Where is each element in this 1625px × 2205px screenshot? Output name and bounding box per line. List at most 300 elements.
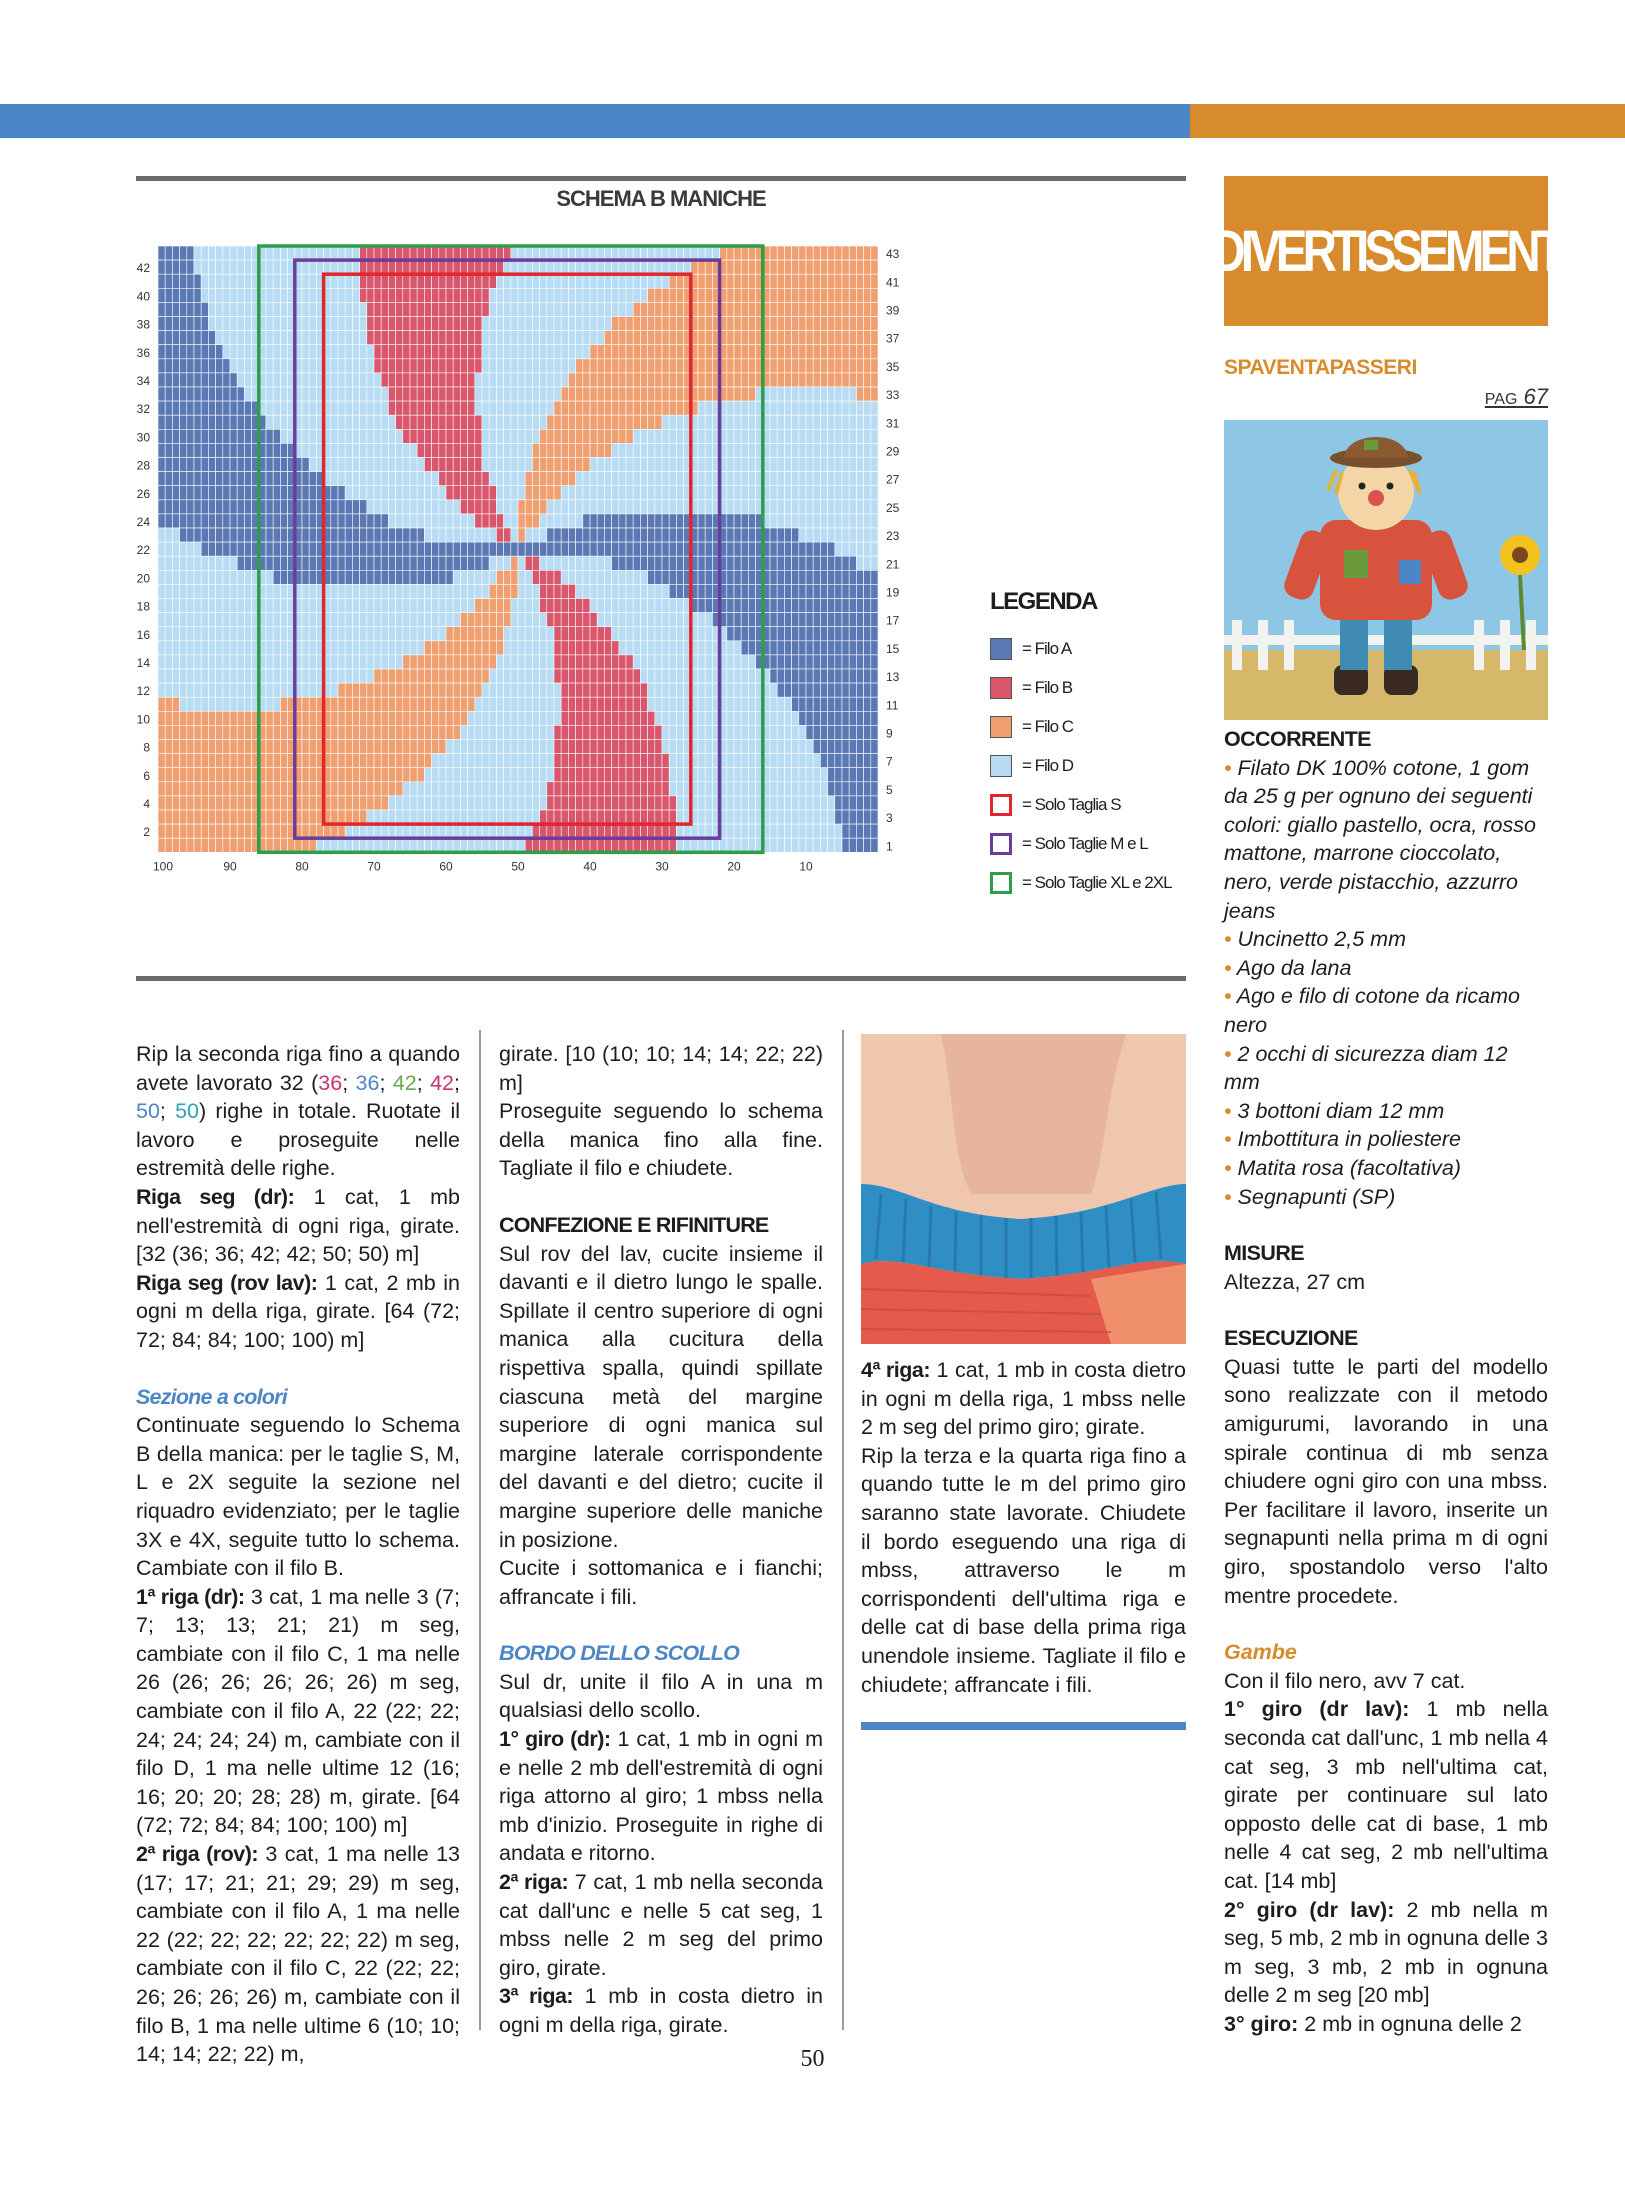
paragraph-riga-3	[499, 1982, 823, 2039]
chart-cell	[525, 486, 532, 500]
chart-cell	[360, 627, 367, 641]
chart-cell	[381, 655, 388, 669]
chart-cell	[360, 542, 367, 556]
chart-cell	[612, 810, 619, 824]
chart-cell	[561, 754, 568, 768]
chart-cell	[856, 838, 863, 852]
chart-cell	[547, 387, 554, 401]
chart-cell	[165, 669, 172, 683]
chart-cell	[669, 613, 676, 627]
chart-cell	[460, 500, 467, 514]
chart-cell	[496, 359, 503, 373]
chart-cell	[230, 486, 237, 500]
chart-cell	[511, 641, 518, 655]
chart-cell	[568, 838, 575, 852]
chart-cell	[561, 570, 568, 584]
chart-cell	[669, 599, 676, 613]
supply-text: Imbottitura in poliestere	[1237, 1127, 1461, 1152]
chart-cell	[554, 387, 561, 401]
chart-cell	[640, 486, 647, 500]
chart-cell	[208, 669, 215, 683]
chart-cell	[561, 274, 568, 288]
chart-cell	[180, 627, 187, 641]
chart-cell	[547, 514, 554, 528]
chart-cell	[561, 655, 568, 669]
chart-cell	[180, 810, 187, 824]
chart-cell	[172, 655, 179, 669]
chart-cell	[511, 472, 518, 486]
chart-cell	[309, 246, 316, 260]
chart-cell	[705, 655, 712, 669]
chart-cell	[273, 599, 280, 613]
chart-cell	[640, 740, 647, 754]
chart-cell	[835, 810, 842, 824]
chart-cell	[648, 683, 655, 697]
chart-cell	[180, 683, 187, 697]
chart-cell	[864, 655, 871, 669]
chart-cell	[604, 401, 611, 415]
chart-cell	[388, 556, 395, 570]
chart-cell	[381, 556, 388, 570]
chart-cell	[511, 246, 518, 260]
chart-cell	[698, 486, 705, 500]
chart-cell	[633, 613, 640, 627]
section-heading-bordo: BORDO DELLO SCOLLO	[499, 1641, 740, 1666]
chart-cell	[230, 246, 237, 260]
chart-cell	[633, 486, 640, 500]
chart-cell	[309, 796, 316, 810]
chart-cell	[820, 345, 827, 359]
chart-cell	[828, 697, 835, 711]
chart-cell	[453, 373, 460, 387]
chart-cell	[583, 838, 590, 852]
chart-cell	[352, 373, 359, 387]
chart-cell	[734, 486, 741, 500]
chart-cell	[525, 542, 532, 556]
chart-cell	[820, 669, 827, 683]
chart-cell	[180, 317, 187, 331]
chart-cell	[518, 331, 525, 345]
chart-cell	[489, 302, 496, 316]
chart-cell	[237, 458, 244, 472]
chart-cell	[511, 429, 518, 443]
chart-cell	[208, 528, 215, 542]
chart-cell	[453, 824, 460, 838]
chart-cell	[345, 683, 352, 697]
chart-cell	[662, 429, 669, 443]
chart-cell	[547, 782, 554, 796]
chart-cell	[583, 373, 590, 387]
chart-cell	[748, 768, 755, 782]
chart-cell	[460, 655, 467, 669]
chart-cell	[489, 260, 496, 274]
chart-cell	[525, 514, 532, 528]
chart-cell	[208, 246, 215, 260]
chart-cell	[770, 556, 777, 570]
chart-cell	[532, 669, 539, 683]
chart-cell	[547, 542, 554, 556]
chart-cell	[504, 443, 511, 457]
chart-cell	[158, 641, 165, 655]
chart-cell	[871, 458, 878, 472]
chart-cell	[576, 415, 583, 429]
chart-cell	[849, 345, 856, 359]
chart-cell	[417, 528, 424, 542]
chart-cell	[799, 810, 806, 824]
chart-cell	[835, 528, 842, 542]
chart-cell	[432, 711, 439, 725]
chart-cell	[871, 443, 878, 457]
chart-cell	[734, 542, 741, 556]
chart-cell	[482, 740, 489, 754]
chart-cell	[835, 740, 842, 754]
chart-frame-top-rule	[136, 176, 1186, 181]
chart-cell	[662, 500, 669, 514]
chart-cell	[201, 345, 208, 359]
chart-cell	[662, 613, 669, 627]
instruction-label: 3° giro:	[1224, 2011, 1299, 2036]
chart-cell	[849, 359, 856, 373]
chart-cell	[619, 500, 626, 514]
chart-cell	[849, 274, 856, 288]
chart-cell	[180, 331, 187, 345]
chart-cell	[223, 359, 230, 373]
chart-cell	[612, 260, 619, 274]
chart-cell	[194, 415, 201, 429]
chart-cell	[561, 528, 568, 542]
chart-cell	[561, 810, 568, 824]
chart-cell	[460, 627, 467, 641]
chart-cell	[345, 373, 352, 387]
chart-cell	[338, 274, 345, 288]
chart-cell	[381, 683, 388, 697]
scarecrow-image	[1224, 420, 1548, 720]
chart-cell	[864, 373, 871, 387]
chart-cell	[583, 246, 590, 260]
chart-cell	[396, 345, 403, 359]
chart-cell	[626, 683, 633, 697]
chart-cell	[367, 556, 374, 570]
legend-item	[990, 831, 1148, 857]
chart-cell	[820, 697, 827, 711]
chart-cell	[518, 641, 525, 655]
chart-cell	[597, 359, 604, 373]
chart-cell	[403, 317, 410, 331]
chart-cell	[547, 669, 554, 683]
chart-cell	[835, 542, 842, 556]
text-column-3	[861, 1356, 1186, 1699]
chart-cell	[165, 740, 172, 754]
chart-cell	[496, 556, 503, 570]
chart-cell	[568, 472, 575, 486]
chart-cell	[172, 429, 179, 443]
chart-cell	[374, 613, 381, 627]
chart-cell	[403, 542, 410, 556]
chart-cell	[612, 302, 619, 316]
chart-cell	[352, 697, 359, 711]
chart-cell	[734, 655, 741, 669]
chart-cell	[273, 782, 280, 796]
chart-cell	[777, 838, 784, 852]
chart-cell	[446, 415, 453, 429]
chart-cell	[849, 584, 856, 598]
chart-cell	[460, 669, 467, 683]
chart-cell	[223, 317, 230, 331]
chart-cell	[302, 458, 309, 472]
chart-cell	[792, 373, 799, 387]
chart-cell	[676, 528, 683, 542]
chart-cell	[374, 345, 381, 359]
chart-cell	[849, 500, 856, 514]
chart-cell	[799, 725, 806, 739]
chart-cell	[648, 669, 655, 683]
chart-cell	[554, 824, 561, 838]
chart-cell	[540, 472, 547, 486]
chart-cell	[194, 627, 201, 641]
chart-cell	[871, 725, 878, 739]
chart-cell	[792, 584, 799, 598]
chart-cell	[432, 768, 439, 782]
chart-cell	[237, 401, 244, 415]
chart-cell	[345, 317, 352, 331]
chart-cell	[460, 514, 467, 528]
chart-cell	[496, 246, 503, 260]
chart-cell	[273, 317, 280, 331]
chart-cell	[309, 317, 316, 331]
chart-cell	[568, 331, 575, 345]
chart-cell	[237, 824, 244, 838]
chart-cell	[417, 260, 424, 274]
chart-cell	[640, 288, 647, 302]
chart-cell	[496, 641, 503, 655]
paragraph-giro-2-gambe	[1224, 1896, 1548, 2010]
chart-cell	[532, 345, 539, 359]
chart-cell	[331, 641, 338, 655]
chart-cell	[417, 458, 424, 472]
chart-cell	[518, 429, 525, 443]
chart-cell	[669, 810, 676, 824]
chart-cell	[806, 584, 813, 598]
chart-cell	[374, 655, 381, 669]
chart-cell	[381, 274, 388, 288]
chart-cell	[576, 246, 583, 260]
chart-cell	[590, 345, 597, 359]
chart-cell	[576, 824, 583, 838]
chart-cell	[604, 472, 611, 486]
chart-cell	[525, 669, 532, 683]
chart-cell	[583, 782, 590, 796]
chart-cell	[518, 387, 525, 401]
legend-swatch	[990, 638, 1012, 660]
chart-cell	[576, 556, 583, 570]
chart-cell	[410, 458, 417, 472]
chart-cell	[417, 415, 424, 429]
chart-cell	[223, 528, 230, 542]
chart-cell	[482, 768, 489, 782]
chart-cell	[396, 302, 403, 316]
chart-axis-label: 43	[886, 247, 900, 262]
chart-cell	[338, 246, 345, 260]
chart-cell	[856, 274, 863, 288]
chart-cell	[655, 556, 662, 570]
chart-cell	[669, 486, 676, 500]
chart-cell	[180, 838, 187, 852]
chart-cell	[864, 387, 871, 401]
chart-cell	[489, 740, 496, 754]
chart-cell	[489, 387, 496, 401]
chart-cell	[784, 500, 791, 514]
chart-cell	[374, 359, 381, 373]
chart-cell	[244, 472, 251, 486]
paragraph-rip-terza: Rip la terza e la quarta riga fino a quando tutte le m del primo giro saranno state lavorate. Chiudete il bordo eseguendo una riga di mbss, attraverso le m corrispondenti dell'ultima riga e delle cat di base della prima riga unendole insieme. Tagliate il filo e chiudete; affrancate i fili.	[861, 1443, 1186, 1697]
chart-cell	[424, 514, 431, 528]
chart-cell	[496, 274, 503, 288]
chart-cell	[597, 641, 604, 655]
chart-cell	[540, 486, 547, 500]
chart-axis-label: 31	[886, 416, 900, 431]
chart-cell	[806, 796, 813, 810]
chart-cell	[424, 796, 431, 810]
chart-cell	[554, 288, 561, 302]
chart-cell	[439, 528, 446, 542]
chart-cell	[561, 542, 568, 556]
chart-cell	[662, 415, 669, 429]
chart-cell	[871, 599, 878, 613]
chart-cell	[806, 274, 813, 288]
chart-cell	[597, 711, 604, 725]
chart-cell	[237, 260, 244, 274]
chart-cell	[525, 796, 532, 810]
chart-cell	[324, 838, 331, 852]
chart-cell	[612, 711, 619, 725]
chart-cell	[230, 599, 237, 613]
chart-cell	[784, 556, 791, 570]
chart-cell	[172, 838, 179, 852]
chart-cell	[172, 669, 179, 683]
chart-cell	[374, 725, 381, 739]
chart-cell	[583, 458, 590, 472]
chart-cell	[468, 500, 475, 514]
chart-cell	[662, 387, 669, 401]
chart-cell	[244, 246, 251, 260]
chart-cell	[648, 768, 655, 782]
chart-cell	[424, 472, 431, 486]
chart-cell	[158, 754, 165, 768]
chart-cell	[597, 514, 604, 528]
chart-cell	[640, 387, 647, 401]
chart-cell	[547, 401, 554, 415]
chart-cell	[590, 669, 597, 683]
chart-cell	[748, 359, 755, 373]
chart-cell	[216, 500, 223, 514]
chart-cell	[439, 302, 446, 316]
chart-cell	[828, 387, 835, 401]
chart-cell	[309, 641, 316, 655]
chart-cell	[237, 556, 244, 570]
chart-cell	[417, 542, 424, 556]
chart-cell	[525, 472, 532, 486]
chart-cell	[806, 260, 813, 274]
chart-cell	[864, 599, 871, 613]
chart-cell	[518, 655, 525, 669]
chart-cell	[770, 669, 777, 683]
chart-cell	[201, 542, 208, 556]
chart-cell	[381, 317, 388, 331]
chart-cell	[806, 683, 813, 697]
chart-cell	[468, 387, 475, 401]
chart-cell	[828, 669, 835, 683]
chart-cell	[460, 288, 467, 302]
chart-cell	[633, 782, 640, 796]
chart-cell	[604, 711, 611, 725]
sidebar-title: DIVERTISSEMENT	[1211, 218, 1561, 284]
chart-cell	[496, 373, 503, 387]
chart-cell	[345, 514, 352, 528]
chart-cell	[813, 584, 820, 598]
chart-cell	[705, 641, 712, 655]
chart-cell	[396, 486, 403, 500]
chart-cell	[669, 754, 676, 768]
chart-cell	[496, 669, 503, 683]
chart-cell	[331, 584, 338, 598]
chart-cell	[813, 627, 820, 641]
chart-cell	[309, 486, 316, 500]
chart-cell	[554, 796, 561, 810]
chart-axis-label: 38	[136, 317, 150, 332]
chart-cell	[561, 599, 568, 613]
chart-cell	[216, 443, 223, 457]
chart-cell	[511, 584, 518, 598]
chart-cell	[792, 768, 799, 782]
chart-cell	[504, 584, 511, 598]
chart-cell	[165, 711, 172, 725]
chart-cell	[547, 429, 554, 443]
chart-cell	[158, 472, 165, 486]
chart-cell	[237, 570, 244, 584]
chart-cell	[741, 782, 748, 796]
chart-cell	[554, 570, 561, 584]
chart-cell	[504, 387, 511, 401]
chart-cell	[388, 302, 395, 316]
chart-cell	[331, 458, 338, 472]
chart-cell	[208, 613, 215, 627]
chart-cell	[864, 429, 871, 443]
chart-cell	[590, 302, 597, 316]
chart-cell	[547, 373, 554, 387]
chart-cell	[856, 584, 863, 598]
chart-cell	[360, 613, 367, 627]
chart-cell	[727, 655, 734, 669]
chart-cell	[856, 415, 863, 429]
column-divider	[842, 1030, 844, 2030]
chart-cell	[417, 302, 424, 316]
chart-axis-label: 7	[886, 754, 893, 769]
chart-cell	[619, 669, 626, 683]
chart-cell	[648, 317, 655, 331]
chart-cell	[748, 838, 755, 852]
chart-cell	[748, 613, 755, 627]
chart-cell	[180, 443, 187, 457]
chart-cell	[518, 683, 525, 697]
chart-cell	[554, 627, 561, 641]
chart-cell	[338, 570, 345, 584]
chart-cell	[648, 373, 655, 387]
chart-cell	[597, 302, 604, 316]
chart-cell	[280, 669, 287, 683]
chart-cell	[532, 570, 539, 584]
chart-cell	[417, 740, 424, 754]
chart-cell	[525, 725, 532, 739]
